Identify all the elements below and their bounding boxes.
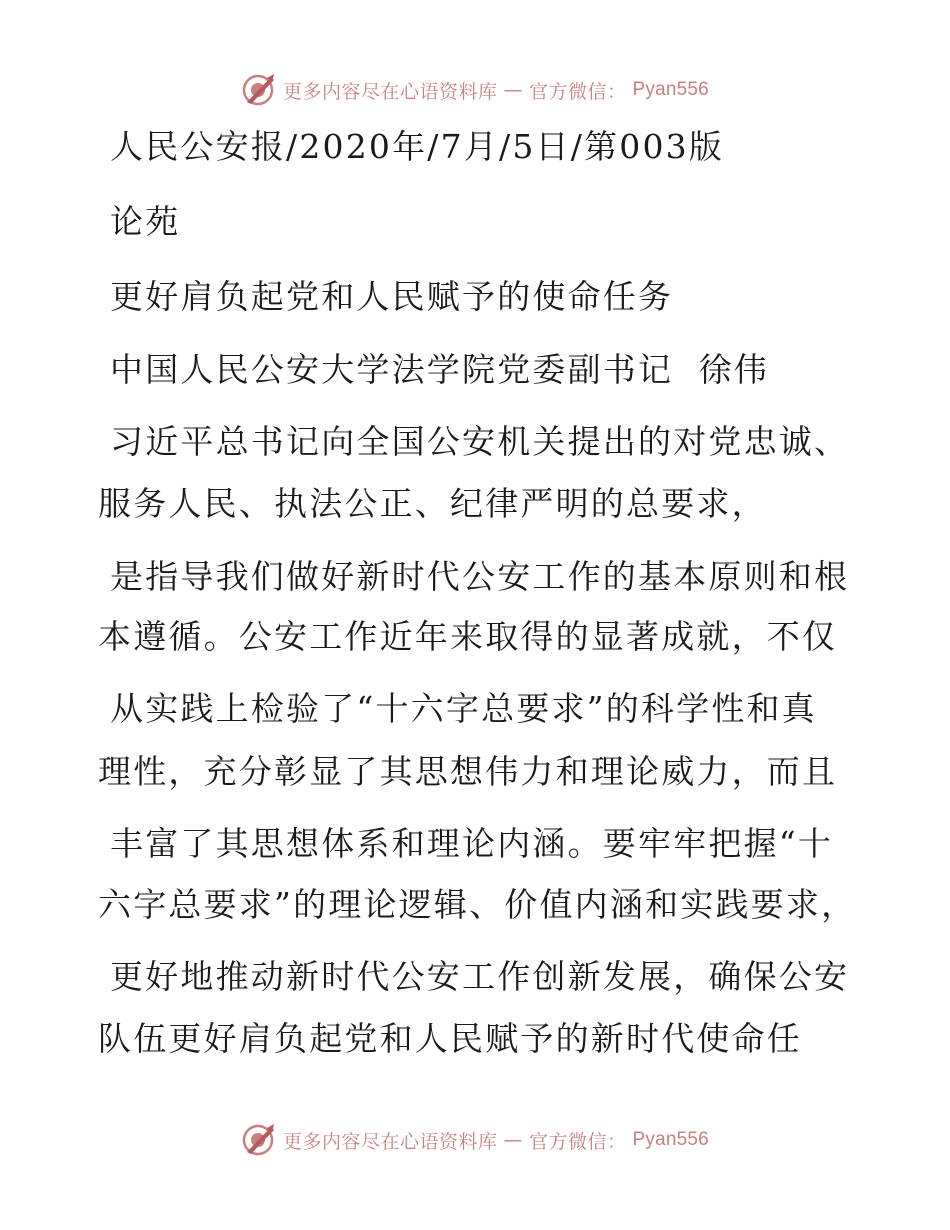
body-line: 是指导我们做好新时代公安工作的基本原则和根 (110, 557, 850, 596)
watermark-header (0, 72, 950, 108)
watermark-dash: — (503, 79, 524, 101)
watermark-text: 更多内容尽在心语资料库 (283, 80, 498, 103)
quill-logo-icon (241, 1122, 277, 1158)
watermark-wechat-id: Pyan556 (632, 1129, 709, 1150)
watermark-text: 更多内容尽在心语资料库 (283, 1130, 498, 1153)
body-line: 六字总要求”的理论逻辑、价值内涵和实践要求， (98, 885, 857, 924)
body-line: 从实践上检验了“十六字总要求”的科学性和真 (110, 689, 817, 728)
watermark-wechat-label: 官方微信： (529, 1130, 627, 1153)
column-name: 论苑 (110, 202, 181, 241)
quill-logo-icon (241, 72, 277, 108)
source-line: 人民公安报/2020年/7月/5日/第003版 (110, 127, 725, 166)
body-line: 更好地推动新时代公安工作创新发展，确保公安 (110, 957, 850, 996)
watermark-wechat-label: 官方微信： (529, 80, 627, 103)
body-line: 丰富了其思想体系和理论内涵。要牢牢把握“十 (110, 824, 834, 863)
body-line: 习近平总书记向全国公安机关提出的对党忠诚、 (110, 422, 850, 461)
body-line: 本遵循。公安工作近年来取得的显著成就，不仅 (98, 617, 838, 656)
watermark-dash: — (503, 1129, 524, 1151)
body-line: 服务人民、执法公正、纪律严明的总要求， (98, 484, 767, 523)
watermark-footer (0, 1122, 950, 1158)
article-author: 中国人民公安大学法学院党委副书记 徐伟 (110, 350, 769, 389)
body-line: 队伍更好肩负起党和人民赋予的新时代使命任 (98, 1019, 802, 1058)
body-line: 理性，充分彰显了其思想伟力和理论威力，而且 (98, 752, 838, 791)
article-title: 更好肩负起党和人民赋予的使命任务 (110, 277, 674, 316)
watermark-wechat-id: Pyan556 (632, 79, 709, 100)
